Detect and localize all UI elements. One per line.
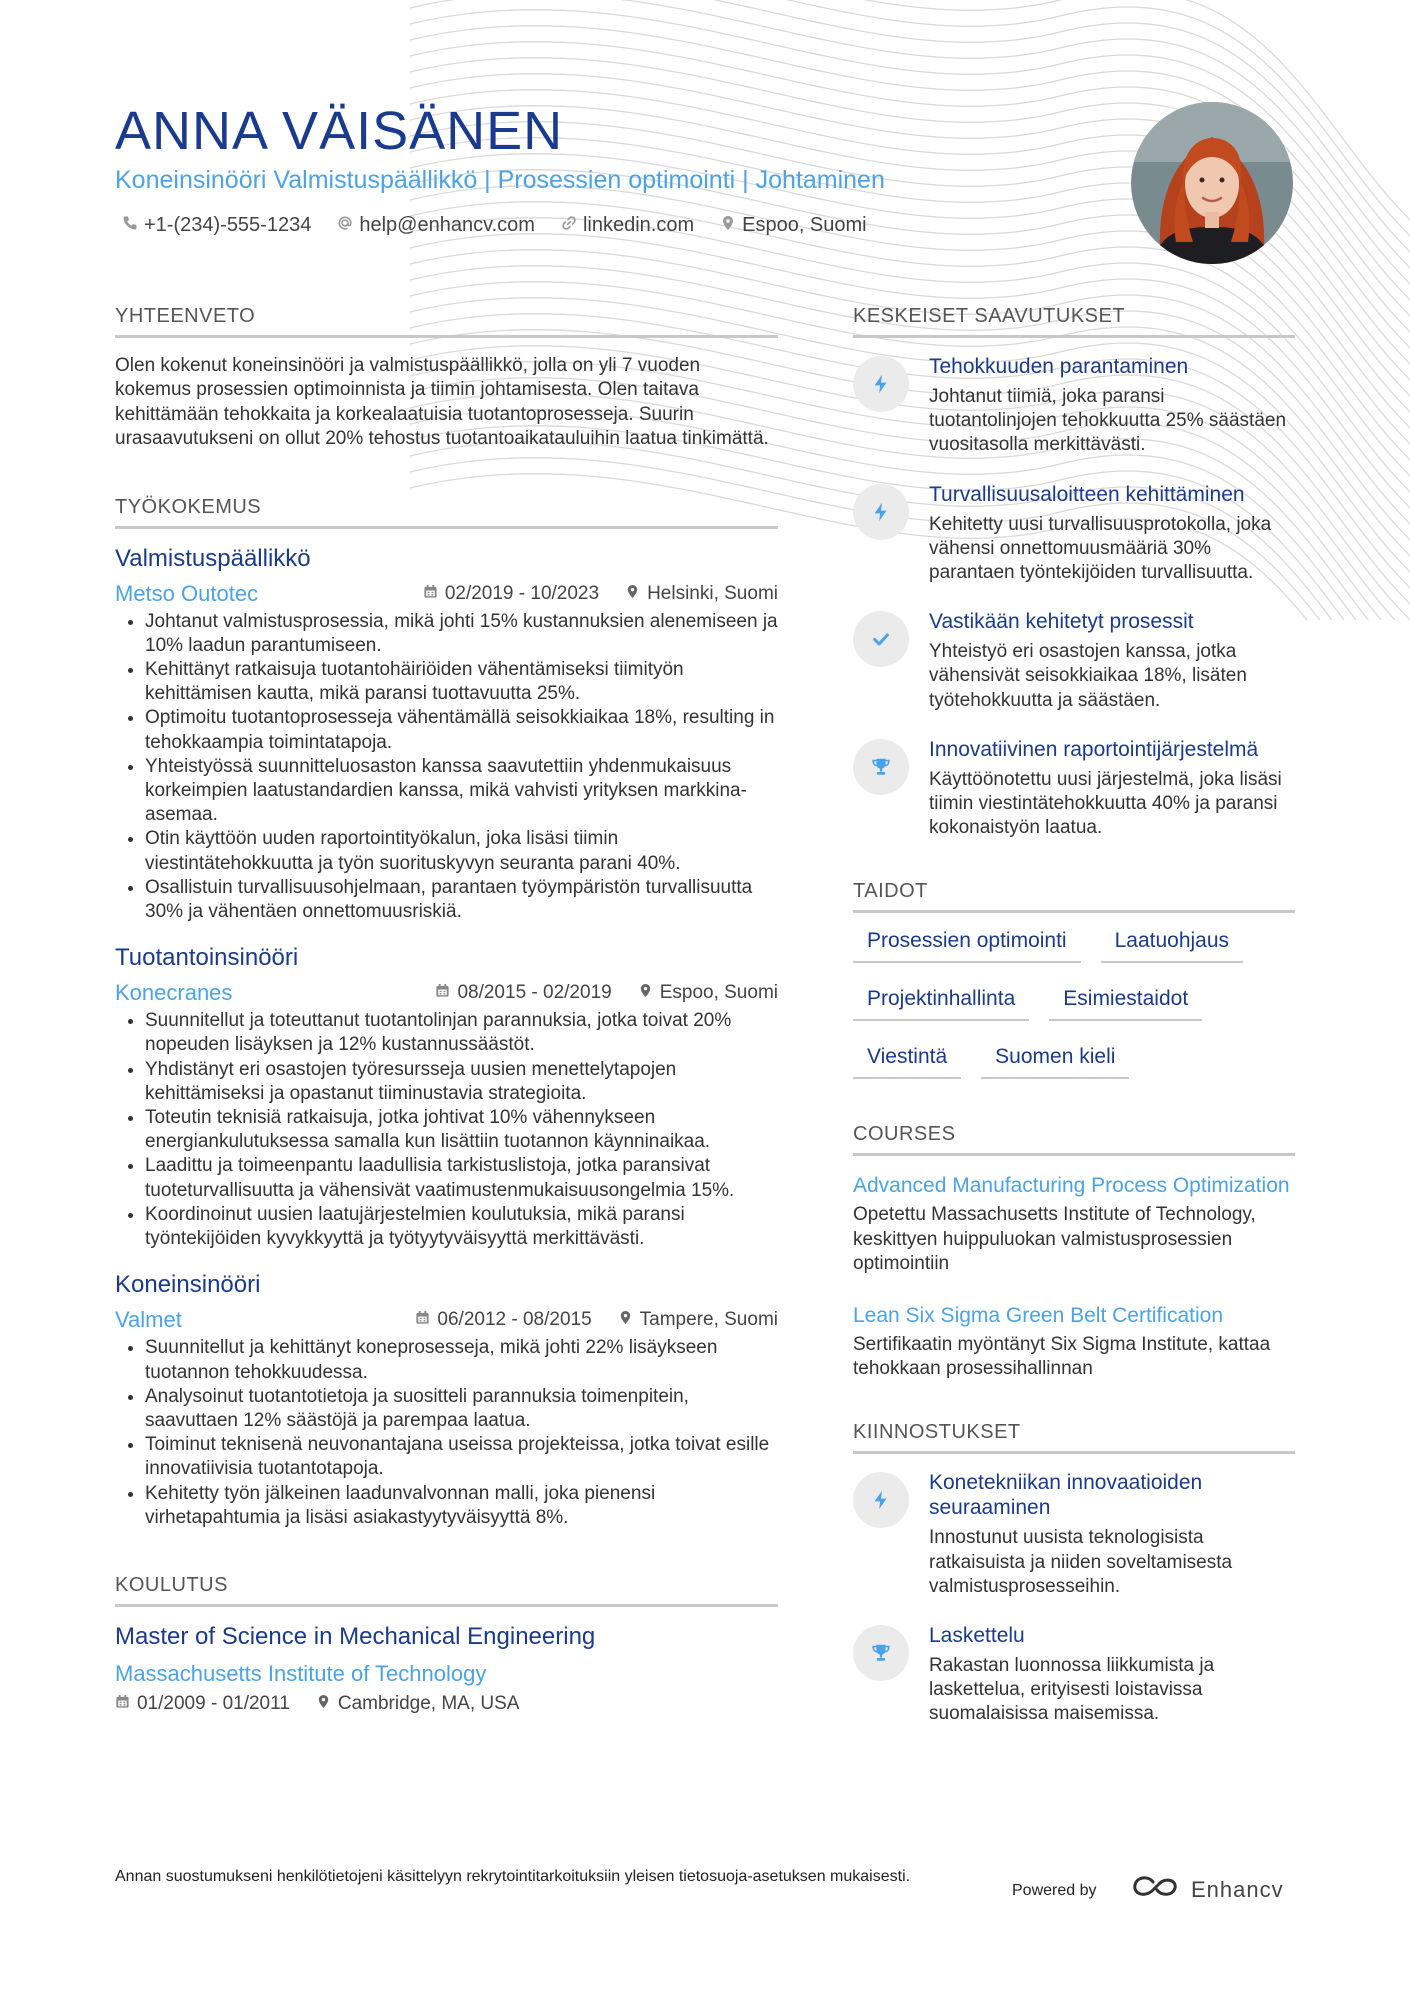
achievement-body <box>929 354 1295 458</box>
achievement-item <box>853 354 1295 458</box>
achievement-text: Johtanut tiimiä, joka paransi tuotantolinjojen tehokkuutta 25% säästäen vuositasolla merkittävästi. <box>929 386 1287 456</box>
left-column <box>115 305 778 1715</box>
interest-title: Konetekniikan innovaatioiden seuraaminen <box>929 1471 1203 1520</box>
trophy-icon <box>853 739 909 795</box>
location-pin-icon <box>625 583 640 605</box>
company-name: Valmet <box>115 1307 182 1333</box>
job-location-text: Tampere, Suomi <box>639 1309 778 1331</box>
skill-tag: Esimiestaidot <box>1049 987 1202 1021</box>
calendar-icon <box>115 1693 130 1715</box>
skill-tag: Laatuohjaus <box>1101 929 1243 963</box>
link-icon <box>561 214 577 237</box>
location-pin-icon <box>618 1309 633 1331</box>
course-title: Lean Six Sigma Green Belt Certification <box>853 1304 1224 1328</box>
interest-item <box>853 1623 1295 1727</box>
education-dates-text: 01/2009 - 01/2011 <box>137 1692 290 1714</box>
job-dates-text: 06/2012 - 08/2015 <box>437 1309 592 1331</box>
bolt-icon <box>853 356 909 412</box>
course-text: Opetettu Massachusetts Institute of Technology, keskittyen huippuluokan valmistusprosessien optimointiin <box>853 1204 1256 1274</box>
candidate-name: ANNA VÄISÄNEN <box>115 101 564 161</box>
job-location <box>625 583 778 605</box>
job-bullet: • Analysoinut tuotantotietoja ja suositteli parannuksia toimenpitein, saavuttaen 12% säästöjä ja parempaa laatua. <box>145 1385 778 1433</box>
job-meta <box>115 581 778 607</box>
course-title: Advanced Manufacturing Process Optimization <box>853 1174 1290 1198</box>
job-meta <box>115 1307 778 1333</box>
achievement-item <box>853 482 1295 586</box>
interest-text: Innostunut uusista teknologisista ratkaisuista ja niiden soveltamisesta valmistusprosesseihin. <box>929 1527 1233 1597</box>
interest-title: Laskettelu <box>929 1624 1025 1648</box>
job-bullet: • Suunnitellut ja kehittänyt koneprosesseja, mikä johti 22% lisäykseen tuotannon tehokkuudessa. <box>145 1336 778 1384</box>
enhancv-logo-icon <box>1131 1874 1179 1905</box>
linkedin-text[interactable]: linkedin.com <box>582 214 695 236</box>
job-location <box>638 982 778 1004</box>
job-bullet: • Yhteistyössä suunnitteluosaston kanssa saavutettiin yhdenmukaisuus korkeimpien laatustandardien kanssa, mikä vahvisti yrityksen markkina-asemaa. <box>145 755 778 828</box>
job-meta-details <box>423 583 778 605</box>
job-entry <box>115 545 778 925</box>
enhancv-logo[interactable] <box>1131 1874 1284 1905</box>
experience-section-title: TYÖKOKEMUS <box>115 496 778 529</box>
interest-text: Rakastan luonnossa liikkumista ja laskettelua, erityisesti loistavissa suomalaisissa maisemissa. <box>929 1655 1215 1725</box>
profile-photo <box>1131 102 1293 264</box>
job-title: Valmistuspäällikkö <box>115 544 311 572</box>
job-dates <box>435 982 611 1004</box>
skills-list <box>853 929 1295 1079</box>
gdpr-consent-text: Annan suostumukseni henkilötietojeni käsittelyyn rekrytointitarkoituksiin yleisen tietosuoja-asetuksen mukaisesti. <box>115 1868 911 1885</box>
skill-tag: Projektinhallinta <box>853 987 1029 1021</box>
achievements-section-title: KESKEISET SAAVUTUKSET <box>853 305 1295 338</box>
bolt-icon <box>853 484 909 540</box>
contact-list <box>122 214 867 237</box>
job-entry <box>115 1271 778 1530</box>
job-meta-details <box>435 982 778 1004</box>
location-pin-icon <box>720 214 736 237</box>
job-bullet: • Optimoitu tuotantoprosesseja vähentämällä seisokkiaikaa 18%, resulting in tehokkaampia toimintatapoja. <box>145 706 778 754</box>
education-dates <box>115 1693 290 1715</box>
location-text: Espoo, Suomi <box>742 214 867 236</box>
achievement-title: Innovatiivinen raportointijärjestelmä <box>929 737 1259 761</box>
location-pin-icon <box>316 1693 331 1715</box>
job-location <box>618 1309 778 1331</box>
job-bullet: • Toiminut teknisenä neuvonantajana useissa projekteissa, jotka toivat esille innovatiivisia tuotantotapoja. <box>145 1433 778 1481</box>
trophy-icon <box>853 1625 909 1681</box>
job-title: Koneinsinööri <box>115 1271 261 1299</box>
achievement-item <box>853 737 1295 841</box>
powered-by-label: Powered by <box>1012 1882 1097 1899</box>
job-dates-text: 08/2015 - 02/2019 <box>457 982 612 1004</box>
contact-phone <box>122 214 311 237</box>
calendar-icon <box>423 583 438 605</box>
achievement-title: Vastikään kehitetyt prosessit <box>929 610 1194 634</box>
course-text: Sertifikaatin myöntänyt Six Sigma Institute, kattaa tehokkaan prosessihallinnan <box>853 1334 1271 1380</box>
skill-tag: Suomen kieli <box>981 1045 1129 1079</box>
interests-section-title: KIINNOSTUKSET <box>853 1421 1295 1454</box>
course-item <box>853 1302 1295 1381</box>
job-bullet: • Otin käyttöön uuden raportointityökalun, joka lisäsi tiimin viestintätehokkuutta ja työn suorituskyvyn seuranta parani 40%. <box>145 827 778 875</box>
education-school: Massachusetts Institute of Technology <box>115 1660 487 1686</box>
job-meta <box>115 980 778 1006</box>
job-location-text: Espoo, Suomi <box>659 982 778 1004</box>
job-location-text: Helsinki, Suomi <box>647 582 778 604</box>
headline: Koneinsinööri Valmistuspäällikkö | Prosessien optimointi | Johtaminen <box>115 166 885 194</box>
education-meta <box>115 1693 778 1715</box>
interest-body <box>929 1470 1295 1599</box>
email-text[interactable]: help@enhancv.com <box>359 214 535 236</box>
calendar-icon <box>435 982 450 1004</box>
job-dates <box>415 1309 591 1331</box>
education-section-title: KOULUTUS <box>115 1574 778 1607</box>
education-location <box>316 1693 520 1715</box>
achievement-text: Kehitetty uusi turvallisuusprotokolla, joka vähensi onnettomuusmääriä 30% parantaen työntekijöiden turvallisuutta. <box>929 513 1272 584</box>
check-icon <box>853 611 909 667</box>
summary-text: Olen kokenut koneinsinööri ja valmistuspäällikkö, jolla on yli 7 vuoden kokemus prosessien optimoinnista ja tiimin johtamisesta. Olen taitava kehittämään tehokkaita ja korkealaatuisia tuotantoprosesseja. Suurin urasaavutukseni on ollut 20% tehostus tuotantoaikatauluihin laatua tinkimättä. <box>115 355 769 450</box>
job-bullet: • Yhdistänyt eri osastojen työresursseja uusien menettelytapojen kehittämiseksi ja opastanut tiiminustavia strategioita. <box>145 1058 778 1106</box>
achievement-title: Turvallisuusaloitteen kehittäminen <box>929 482 1245 506</box>
job-entry <box>115 944 778 1251</box>
education-location-text: Cambridge, MA, USA <box>337 1692 520 1714</box>
bolt-icon <box>853 1472 909 1528</box>
achievement-body <box>929 737 1295 841</box>
job-bullets <box>115 610 778 925</box>
achievement-title: Tehokkuuden parantaminen <box>929 355 1189 378</box>
job-bullets <box>115 1336 778 1530</box>
enhancv-logo-text: Enhancv <box>1191 1876 1284 1902</box>
job-bullet: • Johtanut valmistusprosessia, mikä johti 15% kustannuksien alenemiseen ja 10% laadun parantumiseen. <box>145 610 778 658</box>
achievement-body <box>929 609 1295 713</box>
job-bullet: • Suunnitellut ja toteuttanut tuotantolinjan parannuksia, jotka toivat 20% nopeuden lisäyksen ja 12% kustannussäästöt. <box>145 1009 778 1057</box>
phone-text[interactable]: +1-(234)-555-1234 <box>144 214 312 236</box>
achievement-text: Käyttöönotettu uusi järjestelmä, joka lisäsi tiimin viestintätehokkuutta 40% ja paransi kokonaistyön laatua. <box>929 768 1282 839</box>
job-dates <box>423 583 599 605</box>
courses-section-title: COURSES <box>853 1123 1295 1156</box>
job-bullet: • Laadittu ja toimeenpantu laadullisia tarkistuslistoja, jotka paransivat tuoteturvallisuutta ja vähensivät vaatimustenmukaisuusongelmia 15%. <box>145 1154 778 1202</box>
job-bullet: • Koordinoinut uusien laatujärjestelmien koulutuksia, mikä paransi työntekijöiden kyvykkyyttä ja työtyytyväisyyttä merkittävästi. <box>145 1203 778 1251</box>
summary-section-title: YHTEENVETO <box>115 305 778 338</box>
skill-tag: Viestintä <box>853 1045 961 1079</box>
interest-item <box>853 1470 1295 1599</box>
achievement-text: Yhteistyö eri osastojen kanssa, jotka vähensivät seisokkiaikaa 18%, lisäten työtehokkuutta ja säästäen. <box>929 641 1247 711</box>
job-title: Tuotantoinsinööri <box>115 944 299 972</box>
interest-body <box>929 1623 1295 1727</box>
skill-tag: Prosessien optimointi <box>853 929 1081 963</box>
company-name: Metso Outotec <box>115 580 259 606</box>
company-name: Konecranes <box>115 980 233 1006</box>
job-bullet: • Toteutin teknisiä ratkaisuja, jotka johtivat 10% vähennykseen energiankulutuksessa samalla kun lisättiin tuotannon käynninaikaa. <box>145 1106 778 1154</box>
location-pin-icon <box>638 982 653 1004</box>
job-bullet: • Osallistuin turvallisuusohjelmaan, parantaen työympäristön turvallisuutta 30% ja vähentäen onnettomuusriskiä. <box>145 876 778 924</box>
at-icon <box>337 214 353 237</box>
contact-location <box>720 214 867 237</box>
contact-email <box>337 214 535 237</box>
contact-linkedin <box>561 214 694 237</box>
course-item <box>853 1172 1295 1276</box>
education-degree: Master of Science in Mechanical Engineering <box>115 1622 596 1650</box>
skills-section-title: TAIDOT <box>853 880 1295 913</box>
job-dates-text: 02/2019 - 10/2023 <box>444 582 600 604</box>
job-meta-details <box>415 1309 778 1331</box>
right-column <box>853 305 1295 1751</box>
achievement-item <box>853 609 1295 713</box>
job-bullet: • Kehittänyt ratkaisuja tuotantohäiriöiden vähentämiseksi tiimityön kehittämisen kautta, mikä paransi tuottavuutta 25%. <box>145 658 778 706</box>
job-bullet: • Kehitetty työn jälkeinen laadunvalvonnan malli, joka pienensi virhetapahtumia ja lisäsi asiakastyytyväisyyttä 8%. <box>145 1482 778 1530</box>
job-bullets <box>115 1009 778 1251</box>
phone-icon <box>122 214 138 237</box>
calendar-icon <box>415 1309 430 1331</box>
achievement-body <box>929 482 1295 586</box>
